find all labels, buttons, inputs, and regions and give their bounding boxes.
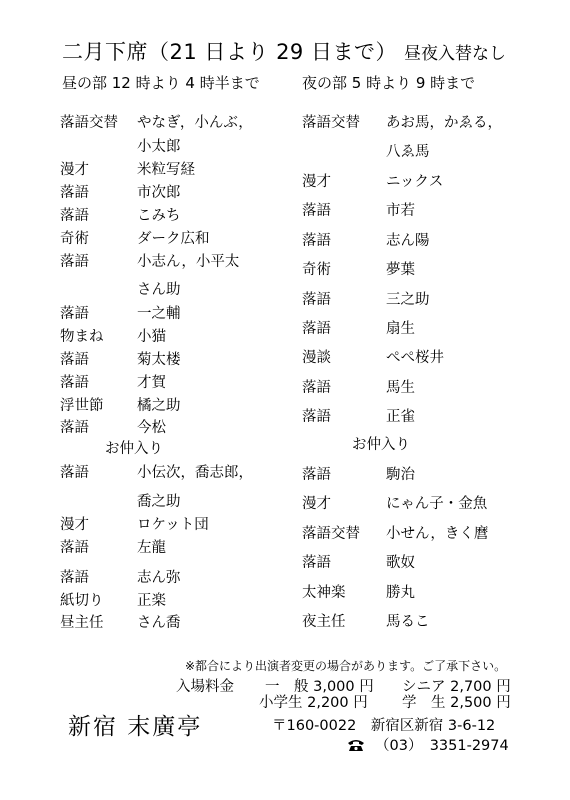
performer-names: 馬生 [386,380,415,396]
performer-names: 正雀 [386,409,415,425]
act-category: 物まね [60,329,104,345]
act-category: 漫才 [302,174,331,190]
fee-elementary: 小学生 2,200 円 [259,695,368,711]
performer-names: 一之輔 [137,306,181,322]
performer-names: 駒治 [386,467,415,483]
performer-names: 志ん弥 [137,570,181,586]
night-program-heading: 夜の部 5 時より 9 時まで [302,74,476,92]
act-category: 太神楽 [302,585,346,601]
performer-names: こみち [137,208,181,224]
day-program-heading: 昼の部 12 時より 4 時半まで [62,74,260,92]
act-category: 落語 [302,555,331,571]
performer-names: 左龍 [137,540,166,556]
performer-names: 菊太楼 [137,352,181,368]
fee-senior: シニア 2,700 円 [402,679,511,695]
performer-names: 今松 [137,420,166,436]
act-category: 落語 [302,203,331,219]
act-category: 落語 [60,254,89,270]
venue-name: 新宿 末廣亭 [68,714,203,740]
performer-names: ロケット団 [137,517,209,533]
act-category: 落語 [302,380,331,396]
performer-names: 小太郎 [137,139,181,155]
performer-names: さん助 [137,282,181,298]
act-category: 落語交替 [60,115,118,131]
act-category: 漫才 [60,162,89,178]
act-category: 漫才 [302,496,331,512]
fee-general: 一 般 3,000 円 [265,679,374,695]
cast-change-notice: ※都合により出演者変更の場合があります。ご了承下さい。 [185,659,507,673]
performer-names: ダーク広和 [137,231,210,247]
act-category: 落語交替 [302,526,360,542]
performer-names: 橘之助 [137,398,181,414]
act-category: 落語 [60,540,89,556]
telephone-icon [347,738,365,756]
performer-names: ぺぺ桜井 [386,350,444,366]
intermission-label: お仲入り [352,437,410,453]
admission-fee-label: 入場料金 [176,679,234,695]
performer-names: 扇生 [386,321,415,337]
performer-names: 小せん，きく麿 [386,526,489,542]
performer-names: 市若 [386,203,415,219]
act-category: 落語 [60,185,89,201]
act-category: 落語 [60,465,89,481]
performer-names: 市次郎 [137,185,181,201]
performer-names: 勝丸 [386,585,415,601]
performer-names: 米粒写経 [137,162,195,178]
act-category: 落語 [302,409,331,425]
performer-names: 馬るこ [386,614,430,630]
performer-names: 小伝次，喬志郎， [137,465,253,481]
act-category: 奇術 [302,262,331,278]
act-category: 紙切り [60,593,104,609]
performer-names: 才賀 [137,375,166,391]
act-category: 漫談 [302,350,331,366]
act-category: 昼主任 [60,615,104,631]
performer-names: 志ん陽 [386,233,430,249]
act-category: 落語 [302,321,331,337]
phone-number: （03） 3351-2974 [375,738,509,754]
performer-names: 小志ん，小平太 [137,254,240,270]
act-category: 落語交替 [302,115,360,131]
act-category: 落語 [302,292,331,308]
title-note: 昼夜入替なし [404,44,506,64]
performer-names: やなぎ，小んぶ， [137,115,253,131]
performer-names: さん喬 [137,615,181,631]
venue-address: 〒160-0022 新宿区新宿 3-6-12 [272,718,496,734]
performer-names: 八ゑ馬 [386,144,430,160]
act-category: 落語 [302,467,331,483]
phone-row [347,734,509,756]
act-category: 落語 [60,375,89,391]
act-category: 落語 [60,420,89,436]
performer-names: あお馬，かゑる， [386,115,502,131]
fee-student: 学 生 2,500 円 [402,695,511,711]
performer-names: 正楽 [137,593,166,609]
page-title: 二月下席（21 日より 29 日まで） [62,40,397,64]
performer-names: 小猫 [137,329,166,345]
performer-names: 三之助 [386,292,430,308]
act-category: 夜主任 [302,614,346,630]
act-category: 落語 [60,352,89,368]
act-category: 落語 [60,570,89,586]
performer-names: 歌奴 [386,555,415,571]
act-category: 奇術 [60,231,89,247]
act-category: 漫才 [60,517,89,533]
act-category: 落語 [60,306,89,322]
act-category: 落語 [302,233,331,249]
intermission-label: お仲入り [105,441,163,457]
performer-names: 夢葉 [386,262,415,278]
performer-names: 喬之助 [137,494,181,510]
act-category: 浮世節 [60,398,104,414]
act-category: 落語 [60,208,89,224]
performer-names: ニックス [386,174,444,190]
performer-names: にゃん子・金魚 [386,496,488,512]
